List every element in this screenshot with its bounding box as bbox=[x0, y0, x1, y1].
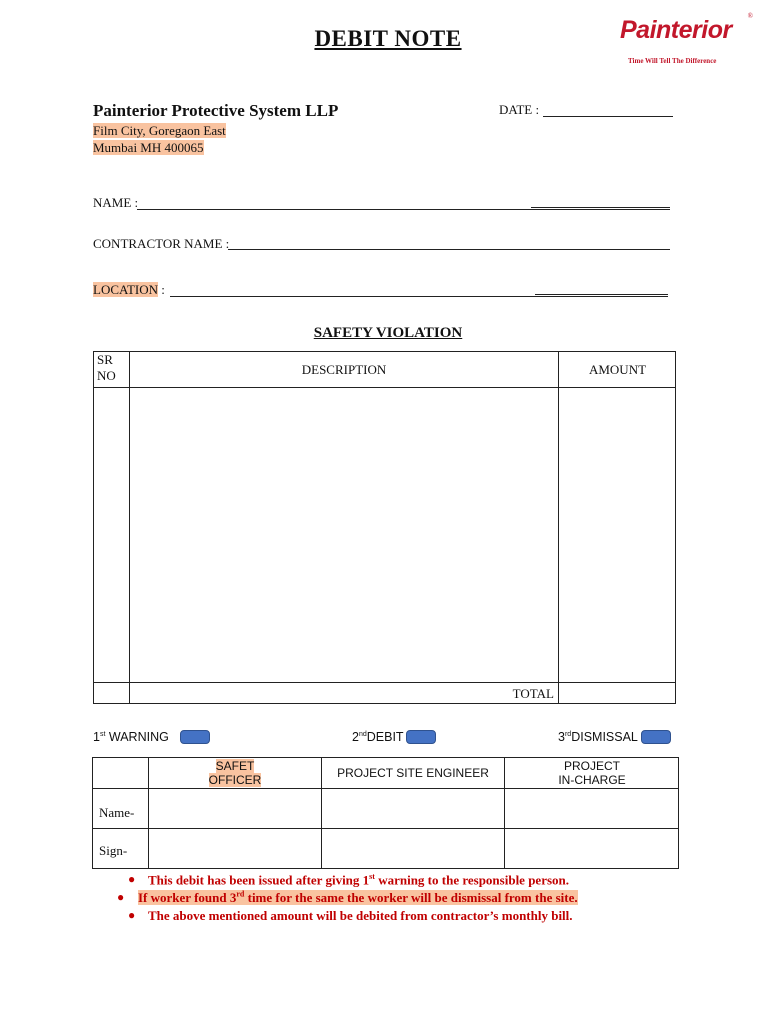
third-dismissal-toggle[interactable] bbox=[641, 730, 671, 744]
safety-officer-name-cell[interactable] bbox=[149, 789, 321, 828]
note-3: The above mentioned amount will be debited from contractor’s monthly bill. bbox=[148, 908, 573, 923]
date-field[interactable] bbox=[543, 116, 673, 117]
project-incharge-name-cell[interactable] bbox=[505, 789, 679, 828]
first-warning-toggle[interactable] bbox=[180, 730, 210, 744]
safety-officer-sign-cell[interactable] bbox=[149, 829, 321, 869]
amount-header: AMOUNT bbox=[588, 362, 647, 377]
date-label: DATE : bbox=[499, 102, 540, 117]
third-dismissal-label: 3rdDISMISSAL bbox=[558, 730, 638, 744]
bullet-icon: ● bbox=[128, 872, 136, 886]
name-field-underline bbox=[531, 207, 670, 208]
bullet-icon: ● bbox=[128, 908, 136, 922]
company-name: Painterior Protective System LLP bbox=[93, 101, 339, 120]
total-label: TOTAL bbox=[512, 686, 554, 701]
company-logo bbox=[618, 12, 753, 68]
name-row-label: Name- bbox=[99, 805, 135, 820]
sr-no-header-line1: SR bbox=[97, 352, 113, 367]
location-colon: : bbox=[158, 282, 165, 297]
location-label: LOCATION bbox=[93, 282, 158, 297]
project-incharge-sign-cell[interactable] bbox=[505, 829, 679, 869]
address-line-1: Film City, Goregaon East bbox=[93, 123, 226, 138]
site-engineer-header: PROJECT SITE ENGINEER bbox=[337, 766, 489, 780]
note-1: This debit has been issued after giving 1st warning to the responsible person. bbox=[148, 872, 570, 888]
name-label: NAME : bbox=[93, 195, 139, 210]
address-line-2: Mumbai MH 400065 bbox=[93, 140, 204, 155]
total-amount-cell[interactable] bbox=[559, 683, 676, 703]
site-engineer-sign-cell[interactable] bbox=[322, 829, 504, 869]
description-cell[interactable] bbox=[130, 388, 558, 682]
section-title: SAFETY VIOLATION bbox=[313, 325, 463, 341]
project-incharge-header: PROJECT IN-CHARGE bbox=[558, 759, 626, 787]
logo-wordmark: Painterior bbox=[620, 16, 732, 44]
site-engineer-name-cell[interactable] bbox=[322, 789, 504, 828]
second-debit-label: 2ndDEBIT bbox=[352, 730, 404, 744]
second-debit-toggle[interactable] bbox=[406, 730, 436, 744]
safety-officer-header: SAFET OFFICER bbox=[208, 759, 262, 787]
location-field[interactable] bbox=[170, 296, 668, 297]
description-header: DESCRIPTION bbox=[301, 362, 387, 377]
registered-mark: ® bbox=[747, 12, 753, 20]
page-title: DEBIT NOTE bbox=[314, 26, 462, 51]
amount-cell[interactable] bbox=[559, 388, 676, 682]
logo-tagline: Time Will Tell The Difference bbox=[628, 57, 717, 65]
location-field-underline bbox=[535, 294, 668, 295]
sign-row-label: Sign- bbox=[99, 843, 128, 858]
contractor-name-field[interactable] bbox=[228, 249, 670, 250]
contractor-name-label: CONTRACTOR NAME : bbox=[93, 236, 230, 251]
first-warning-label: 1st WARNING bbox=[93, 730, 169, 744]
bullet-icon: ● bbox=[117, 890, 125, 904]
sr-no-header bbox=[97, 352, 116, 384]
note-2: If worker found 3rd time for the same the worker will be dismissal from the site. bbox=[138, 890, 578, 906]
sr-no-header-line2: NO bbox=[97, 368, 116, 383]
name-field[interactable] bbox=[137, 209, 670, 210]
